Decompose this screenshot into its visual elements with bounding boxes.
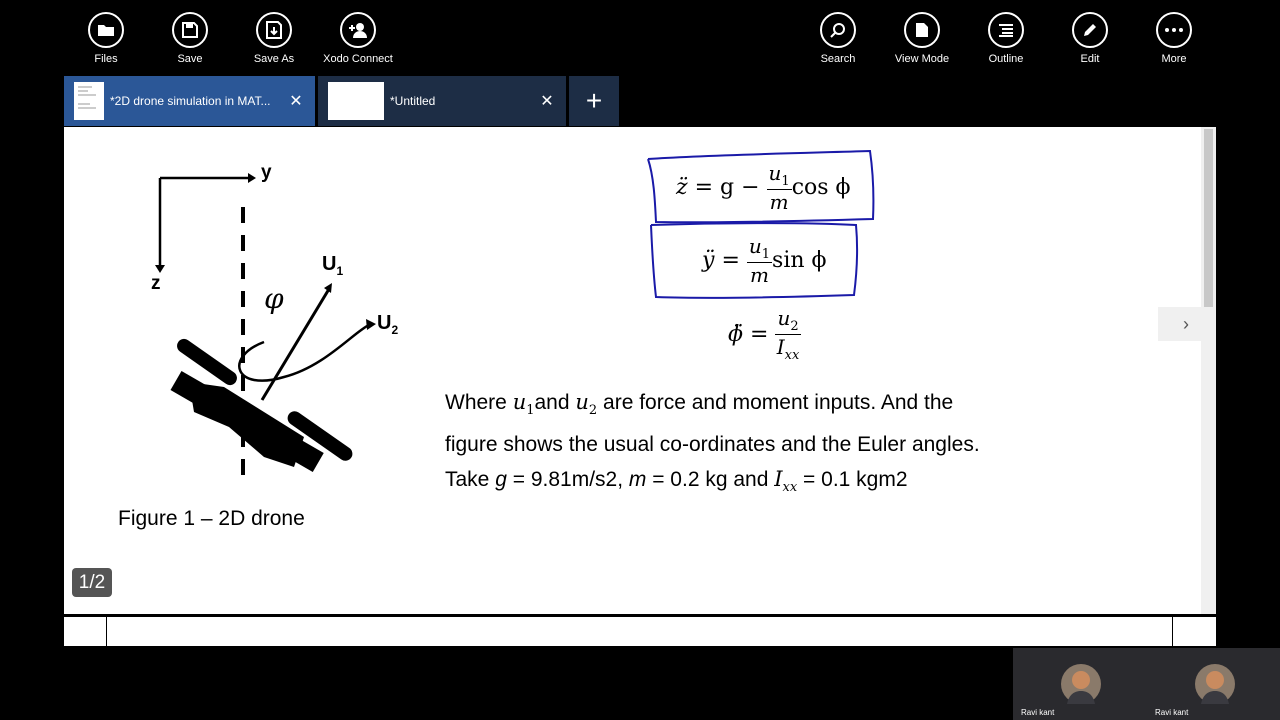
more-icon (1156, 12, 1192, 48)
equation-y: ÿ = $\frac{u_1}{m}$ sin ϕ (702, 233, 827, 287)
participant-name: Ravi kant (1021, 708, 1055, 717)
equation-z: z̈ = g − $\frac{u_1}{m}$ cos ϕ (676, 160, 851, 214)
chevron-right-icon[interactable]: › (1158, 307, 1214, 341)
tab-untitled[interactable] (318, 76, 566, 126)
body-paragraph (445, 385, 980, 505)
edit-label: Edit (1080, 53, 1100, 65)
paragraph-line-3: Take g = 9.81m/s2, m = 0.2 kg and $I_{xx} = 0.1$ kgm2 (445, 467, 908, 496)
outline-button[interactable] (964, 12, 1048, 65)
files-button[interactable] (64, 12, 148, 65)
search-button[interactable] (796, 12, 880, 65)
tab-title: *Untitled (390, 94, 436, 108)
outline-icon (988, 12, 1024, 48)
save-label: Save (177, 53, 203, 65)
tab-thumbnail (328, 82, 384, 120)
u1-label: $U_1$ (322, 253, 344, 278)
axis-z-label: z (151, 273, 161, 294)
save-as-label: Save As (253, 53, 295, 65)
participant-tile (1147, 648, 1280, 720)
save-as-icon (256, 12, 292, 48)
participant-tile (1013, 648, 1146, 720)
avatar (1193, 662, 1237, 706)
annotation-boxes (644, 147, 884, 307)
participant-name: Ravi kant (1155, 708, 1189, 717)
next-page (64, 617, 1216, 646)
axis-y-label: y (261, 162, 272, 183)
search-label: Search (820, 53, 856, 65)
folder-icon (88, 12, 124, 48)
phi-label: φ (264, 282, 284, 315)
scrollbar-thumb[interactable] (1204, 129, 1213, 319)
tab-title: *2D drone simulation in MAT... (110, 94, 271, 108)
save-button[interactable] (148, 12, 232, 65)
save-icon (172, 12, 208, 48)
paragraph-line-2: figure shows the usual co-ordinates and the Euler angles. (445, 433, 980, 457)
document-page (64, 127, 1201, 614)
document-icon (904, 12, 940, 48)
save-as-button[interactable] (232, 12, 316, 65)
view-mode-button[interactable] (880, 12, 964, 65)
add-user-icon (340, 12, 376, 48)
xodo-connect-button[interactable] (316, 12, 400, 65)
equation-phi: ϕ̈ = $u_2$ $I_{xx}$ (728, 305, 800, 363)
page-margin-line (1172, 617, 1173, 646)
more-button[interactable] (1132, 12, 1216, 65)
close-icon[interactable]: ✕ (540, 93, 554, 110)
new-tab-button[interactable] (569, 76, 619, 126)
more-label: More (1161, 53, 1187, 65)
search-icon (820, 12, 856, 48)
paragraph-line-1: Where $u_1and$ $u_2$ are force and moment inputs. And the (445, 390, 954, 419)
xodo-connect-label: Xodo Connect (323, 53, 393, 65)
plus-icon: + (585, 85, 603, 116)
tab-document[interactable] (64, 76, 315, 126)
edit-button[interactable] (1048, 12, 1132, 65)
pencil-icon (1072, 12, 1108, 48)
figure-caption: Figure 1 – 2D drone (118, 507, 305, 530)
page-margin-line (106, 617, 107, 646)
drone-figure (64, 127, 424, 487)
tab-thumbnail (74, 82, 104, 120)
video-panel (1013, 648, 1280, 720)
page-indicator: 1/2 (72, 568, 112, 597)
vertical-scrollbar[interactable] (1201, 127, 1216, 614)
close-icon[interactable]: ✕ (289, 93, 303, 110)
view-mode-label: View Mode (894, 53, 950, 65)
avatar (1059, 662, 1103, 706)
files-label: Files (94, 53, 118, 65)
outline-label: Outline (988, 53, 1024, 65)
u2-label: $U_2$ (377, 312, 399, 337)
